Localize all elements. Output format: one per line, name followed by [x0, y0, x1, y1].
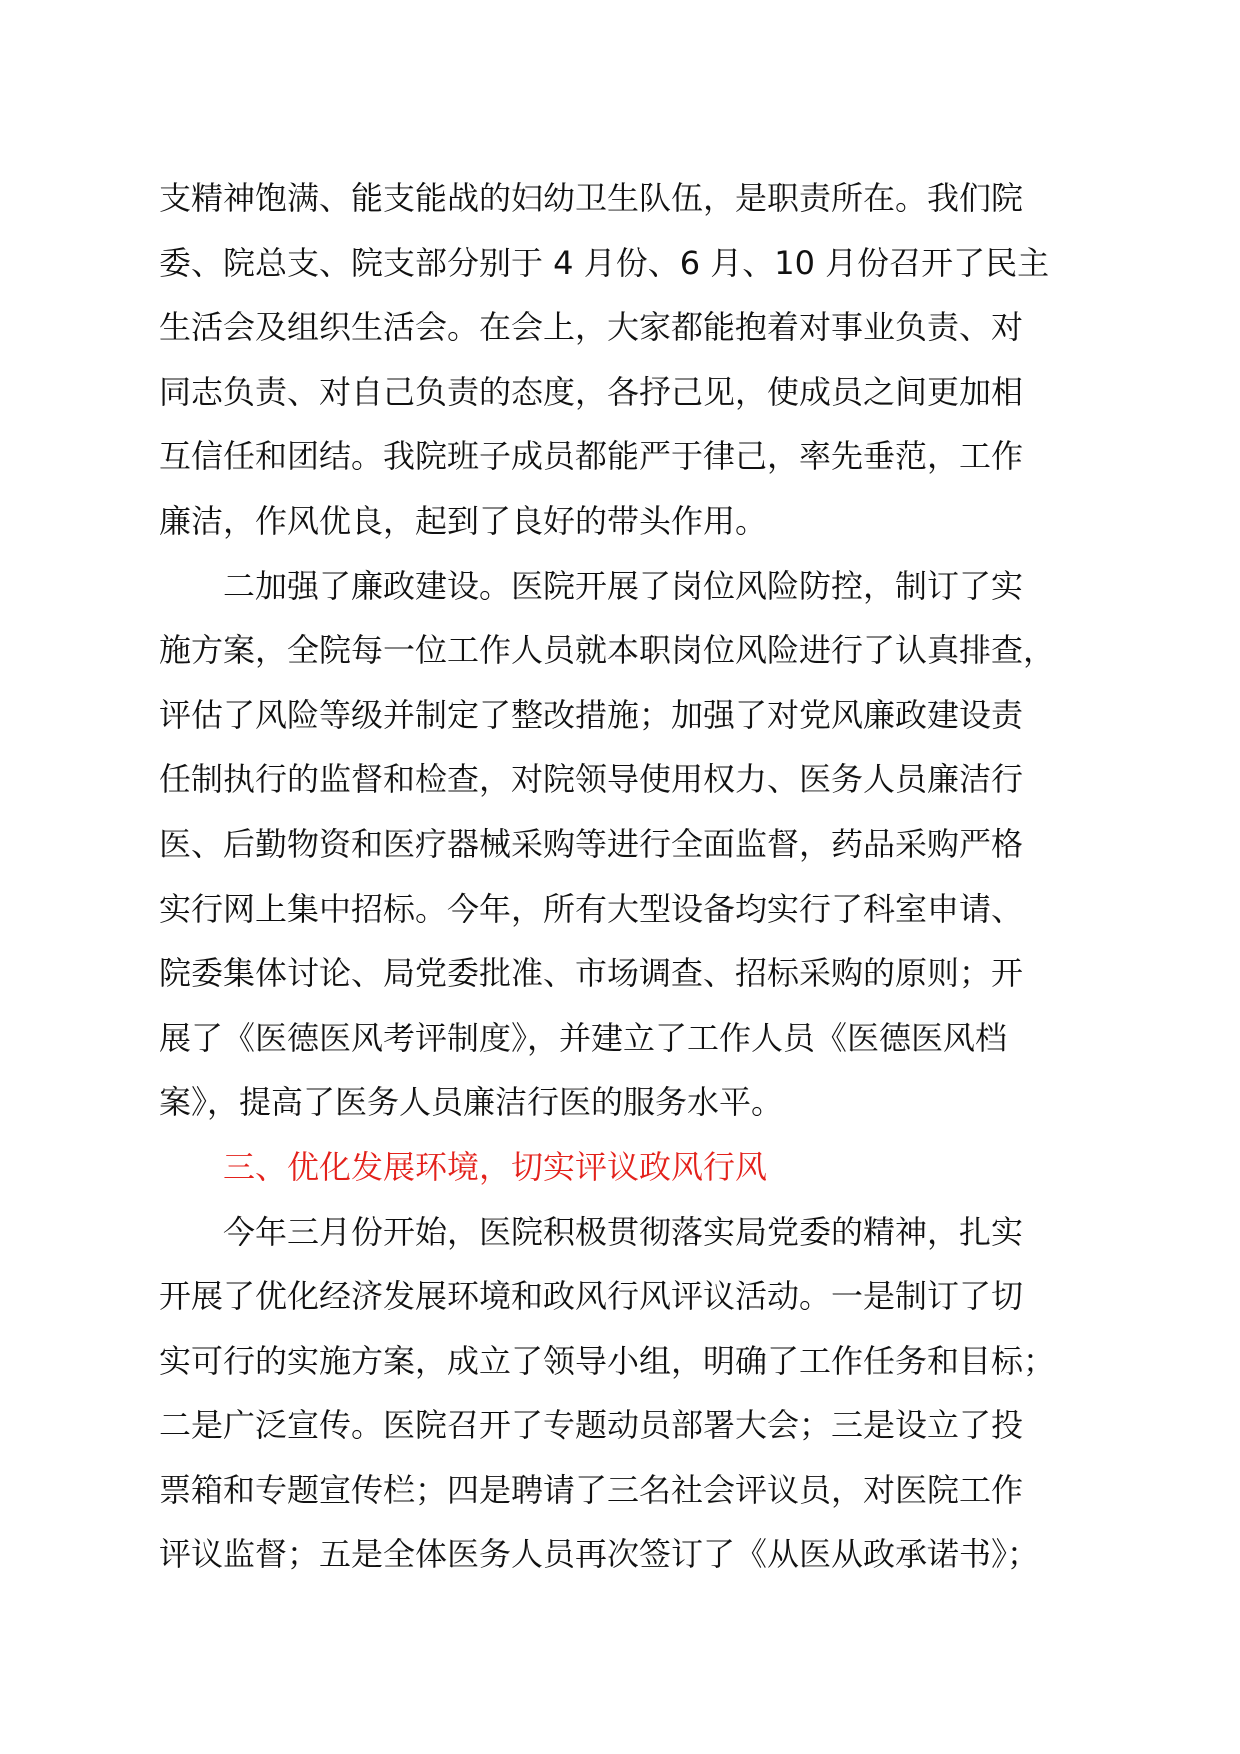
paragraph-line: 评估了风险等级并制定了整改措施；加强了对党风廉政建设责: [159, 695, 1024, 734]
paragraph-line: 互信任和团结。我院班子成员都能严于律己，率先垂范，工作: [159, 437, 1024, 476]
paragraph-line: 支精神饱满、能支能战的妇幼卫生队伍，是职责所在。我们院: [159, 179, 1024, 217]
paragraph-line: 实可行的实施方案，成立了领导小组，明确了工作任务和目标；: [159, 1341, 1056, 1380]
paragraph-line: 票箱和专题宣传栏；四是聘请了三名社会评议员，对医院工作: [159, 1470, 1024, 1509]
paragraph-line: 展了《医德医风考评制度》，并建立了工作人员《医德医风档: [159, 1018, 1008, 1057]
paragraph-line: 实行网上集中招标。今年，所有大型设备均实行了科室申请、: [159, 889, 1024, 928]
paragraph-line: 二加强了廉政建设。医院开展了岗位风险防控，制订了实: [223, 566, 1024, 605]
paragraph-line: 开展了优化经济发展环境和政风行风评议活动。一是制订了切: [159, 1277, 1024, 1316]
paragraph-line: 二是广泛宣传。医院召开了专题动员部署大会；三是设立了投: [159, 1406, 1024, 1445]
document-body: [159, 166, 1119, 1587]
paragraph-line: 生活会及组织生活会。在会上，大家都能抱着对事业负责、对: [159, 308, 1024, 347]
paragraph-line: 任制执行的监督和检查，对院领导使用权力、医务人员廉洁行: [159, 760, 1024, 799]
paragraph-line: 委、院总支、院支部分别于 4 月份、6 月、10 月份召开了民主: [159, 243, 1050, 282]
paragraph-line: 廉洁，作风优良，起到了良好的带头作用。: [159, 501, 768, 540]
paragraph-line: 评议监督；五是全体医务人员再次签订了《从医从政承诺书》；: [159, 1535, 1040, 1574]
section-heading: 三、优化发展环境，切实评议政风行风: [223, 1147, 768, 1186]
paragraph-line: 院委集体讨论、局党委批准、市场调查、招标采购的原则；开: [159, 954, 1024, 993]
paragraph-line: 今年三月份开始，医院积极贯彻落实局党委的精神，扎实: [223, 1212, 1024, 1251]
paragraph-line: 案》，提高了医务人员廉洁行医的服务水平。: [159, 1083, 784, 1122]
paragraph-line: 施方案，全院每一位工作人员就本职岗位风险进行了认真排查，: [159, 631, 1056, 670]
paragraph-line: 医、后勤物资和医疗器械采购等进行全面监督，药品采购严格: [159, 824, 1024, 863]
paragraph-line: 同志负责、对自己负责的态度，各抒己见，使成员之间更加相: [159, 372, 1024, 411]
